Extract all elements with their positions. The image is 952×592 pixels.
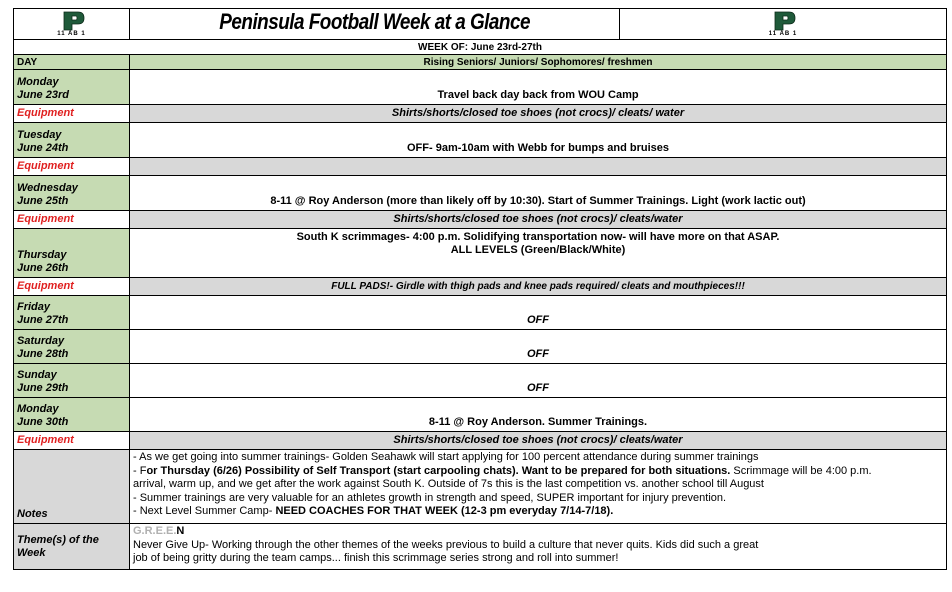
day-cell: Wednesday June 25th [14,176,130,211]
activity-cell: 8-11 @ Roy Anderson. Summer Trainings. [130,398,947,432]
theme-row [14,524,947,570]
notes-line: - Summer trainings are very valuable for an athletes growth in strength and speed, SUPER important for injury prevention. [133,491,727,504]
column-header-row [14,55,947,70]
theme-line: job of being gritty during the team camps... finish this scrimmage series strong and roll into summer! [133,552,619,564]
day-cell: Monday June 23rd [14,70,130,105]
table-row [14,176,947,211]
activity-cell: OFF- 9am-10am with Webb for bumps and bruises [130,123,947,158]
notes-line: - Next Level Summer Camp- NEED COACHES FOR THAT WEEK (12-3 pm everyday 7/14-7/18). [133,505,614,517]
table-row [14,229,947,278]
day-cell: Sunday June 29th [14,364,130,398]
notes-content [130,450,947,524]
theme-acronym: G.R.E.E.N [133,525,185,537]
right-logo-cell [620,9,947,40]
equipment-value: Shirts/shorts/closed toe shoes (not crocs)/ cleats/water [130,211,947,229]
activity-cell: OFF [130,296,947,330]
equipment-label: Equipment [14,278,130,296]
equipment-label: Equipment [14,105,130,123]
notes-line: - As we get going into summer trainings- Golden Seahawk will start applying for 100 percent attendance during summer trainings [133,451,759,463]
equipment-value: FULL PADS!- Girdle with thigh pads and knee pads required/ cleats and mouthpieces!!! [130,278,947,296]
equipment-label: Equipment [14,158,130,176]
left-logo-cell [14,9,130,40]
equipment-value: Shirts/shorts/closed toe shoes (not crocs)/ cleats/water [130,432,947,450]
theme-label: Theme(s) of the Week [14,524,130,570]
equipment-row [14,211,947,229]
day-column-header: DAY [14,55,130,70]
equipment-value [130,158,947,176]
notes-row [14,450,947,524]
notes-line: - For Thursday (6/26) Possibility of Self Transport (start carpooling chats). Want to be prepared for both situations. Scrimmage will be 4:00 p.m. [133,464,872,477]
equipment-label: Equipment [14,211,130,229]
week-at-a-glance-sheet [13,8,946,570]
header-row [14,9,947,40]
table-row [14,364,947,398]
table-row [14,70,947,105]
week-of-row [14,40,947,55]
theme-content [130,524,947,570]
schedule-table [13,8,947,570]
theme-line: Never Give Up- Working through the other themes of the weeks previous to build a culture that never quits. Kids did such a great [133,538,759,551]
day-cell: Thursday June 26th [14,229,130,278]
day-cell: Friday June 27th [14,296,130,330]
logo-caption: 11 AB 1 [57,30,86,37]
equipment-row [14,432,947,450]
group-column-header: Rising Seniors/ Juniors/ Sophomores/ freshmen [130,55,947,70]
notes-line: arrival, warm up, and we get after the work against South K. Outside of 7s this is the last competition vs. another school till August [133,478,764,490]
table-row [14,123,947,158]
title-cell [130,9,620,40]
week-of: WEEK OF: June 23rd-27th [14,40,947,55]
equipment-row [14,158,947,176]
activity-cell: OFF [130,330,947,364]
equipment-row [14,278,947,296]
activity-cell: 8-11 @ Roy Anderson (more than likely off by 10:30). Start of Summer Trainings. Light (work lactic out) [130,176,947,211]
table-row [14,330,947,364]
peninsula-logo-icon [17,11,126,38]
table-row [14,398,947,432]
table-row [14,296,947,330]
peninsula-logo-icon [623,11,943,38]
equipment-row [14,105,947,123]
logo-caption: 11 AB 1 [768,30,798,37]
page-title: Peninsula Football Week at a Glance [219,9,530,34]
day-cell: Saturday June 28th [14,330,130,364]
equipment-value: Shirts/shorts/closed toe shoes (not crocs)/ cleats/ water [130,105,947,123]
day-cell: Tuesday June 24th [14,123,130,158]
equipment-label: Equipment [14,432,130,450]
activity-cell: Travel back day back from WOU Camp [130,70,947,105]
day-cell: Monday June 30th [14,398,130,432]
notes-label: Notes [14,450,130,524]
activity-cell: South K scrimmages- 4:00 p.m. Solidifying transportation now- will have more on that ASAP. ALL LEVELS (Green/Black/White) [130,229,947,278]
activity-cell: OFF [130,364,947,398]
